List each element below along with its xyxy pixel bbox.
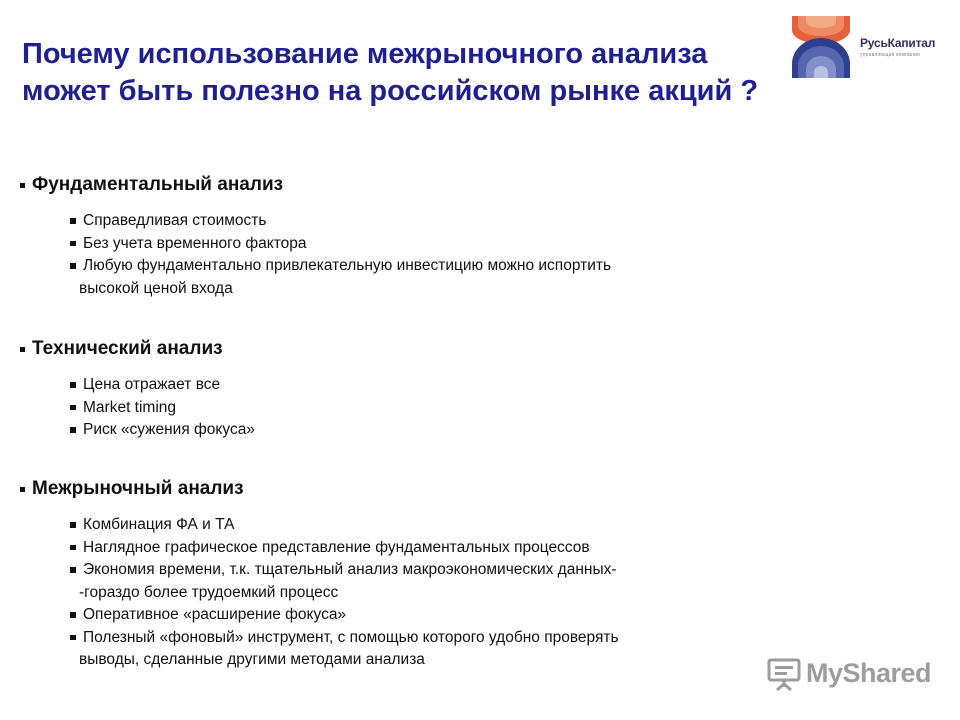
list-item xyxy=(70,537,619,560)
section-heading-text: Фундаментальный анализ xyxy=(32,174,284,195)
section-heading xyxy=(20,478,619,500)
list-item-text: Риск «сужения фокуса» xyxy=(83,421,255,438)
bullet-list xyxy=(70,514,619,672)
square-bullet-icon xyxy=(20,347,25,352)
list-item xyxy=(70,419,255,442)
list-item-continuation: -гораздо более трудоемкий процесс xyxy=(79,583,339,601)
square-bullet-icon xyxy=(70,522,76,528)
list-item xyxy=(70,627,619,672)
list-item xyxy=(70,397,255,420)
bullet-list xyxy=(70,374,255,442)
square-bullet-icon xyxy=(70,241,76,247)
list-item-text: Market timing xyxy=(83,398,177,416)
slide-title: Почему использование межрыночного анализа может быть полезно на российском рынке акций ? xyxy=(22,38,759,107)
square-bullet-icon xyxy=(70,263,76,269)
list-item-continuation: выводы, сделанные другими методами анализа xyxy=(79,651,425,668)
section-heading xyxy=(20,174,611,196)
list-item-text: Комбинация ФА и ТА xyxy=(83,516,235,533)
list-item xyxy=(70,255,611,300)
myshared-watermark xyxy=(766,656,936,694)
square-bullet-icon xyxy=(20,487,25,492)
list-item-text: Любую фундаментально привлекательную инвестицию можно испортить xyxy=(83,257,612,274)
list-item xyxy=(70,604,619,627)
square-bullet-icon xyxy=(70,612,76,618)
list-item xyxy=(70,559,619,604)
bullet-list xyxy=(70,210,611,300)
list-item xyxy=(70,514,619,537)
list-item-text: Справедливая стоимость xyxy=(83,212,267,229)
square-bullet-icon xyxy=(70,405,76,411)
square-bullet-icon xyxy=(70,218,76,224)
list-item-text: Наглядное графическое представление фундаментальных процессов xyxy=(83,538,590,556)
square-bullet-icon xyxy=(70,567,76,573)
list-item-continuation: высокой ценой входа xyxy=(79,279,233,297)
square-bullet-icon xyxy=(20,183,25,188)
watermark-text: MyShared xyxy=(806,658,932,688)
list-item-text: Полезный «фоновый» инструмент, с помощью которого удобно проверять xyxy=(83,628,619,646)
list-item-text: Цена отражает все xyxy=(83,376,221,393)
section-technical xyxy=(20,338,255,442)
section-fundamental xyxy=(20,174,611,300)
section-heading-text: Технический анализ xyxy=(32,338,223,359)
presentation-board-icon xyxy=(766,656,802,692)
list-item xyxy=(70,210,611,233)
list-item xyxy=(70,233,611,256)
square-bullet-icon xyxy=(70,545,76,551)
square-bullet-icon xyxy=(70,382,76,388)
section-intermarket xyxy=(20,478,619,672)
square-bullet-icon xyxy=(70,635,76,641)
list-item-text: Оперативное «расширение фокуса» xyxy=(83,606,347,623)
logo-tagline: управляющая компания xyxy=(860,52,920,58)
section-heading xyxy=(20,338,255,360)
list-item-text: Экономия времени, т.к. тщательный анализ макроэкономических данных- xyxy=(83,561,617,578)
list-item-text: Без учета временного фактора xyxy=(83,234,307,252)
list-item xyxy=(70,374,255,397)
company-logo xyxy=(788,14,948,80)
square-bullet-icon xyxy=(70,427,76,433)
logo-name: РусьКапитал xyxy=(860,36,936,50)
section-heading-text: Межрыночный анализ xyxy=(32,478,244,499)
logo-emblem-icon xyxy=(788,14,854,80)
